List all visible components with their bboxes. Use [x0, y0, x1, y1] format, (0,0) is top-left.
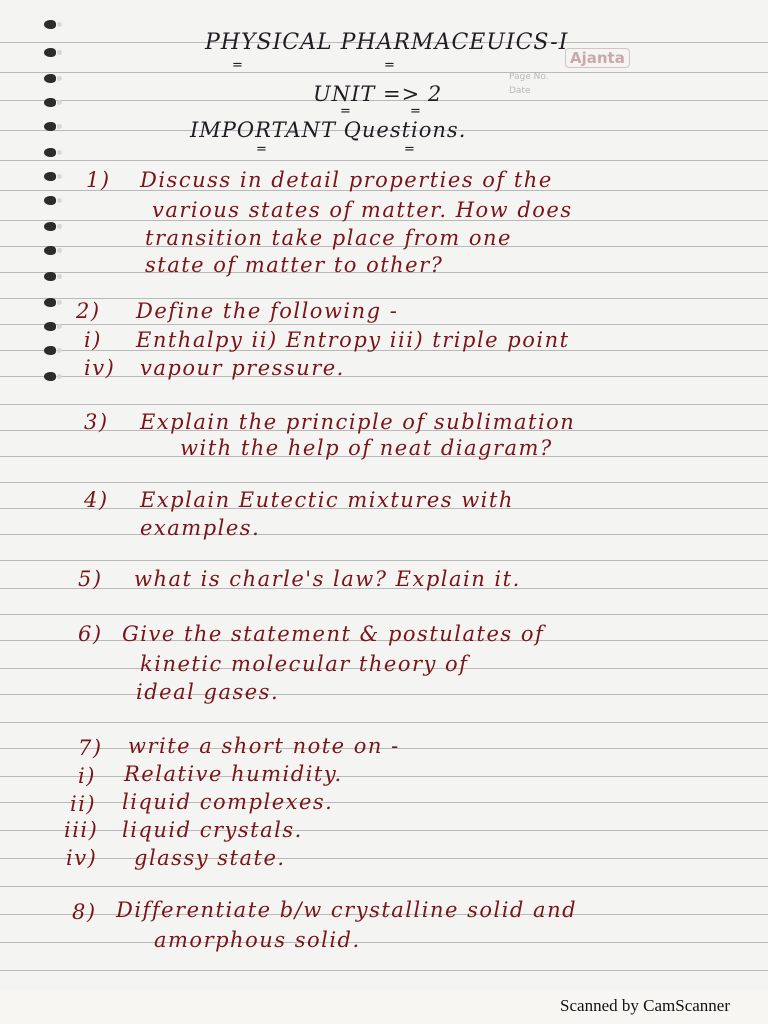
- question-number: 7): [78, 736, 103, 760]
- question-line: state of matter to other?: [145, 253, 444, 277]
- question-line: Explain the principle of sublimation: [140, 410, 576, 434]
- question-line: kinetic molecular theory of: [140, 652, 469, 676]
- ruled-line: [0, 858, 768, 859]
- question-line: ideal gases.: [136, 680, 280, 704]
- question-line: examples.: [140, 516, 261, 540]
- ruled-line: [0, 324, 768, 325]
- sub-marker: ii): [70, 792, 97, 816]
- ruled-line: [0, 482, 768, 483]
- unit-heading: UNIT => 2: [313, 82, 443, 106]
- double-underline-mark: =: [404, 142, 415, 157]
- sub-marker: i): [78, 764, 96, 788]
- ruled-line: [0, 722, 768, 723]
- question-line: liquid crystals.: [122, 818, 303, 842]
- question-line: Relative humidity.: [124, 762, 343, 786]
- question-line: liquid complexes.: [122, 790, 334, 814]
- question-number: 1): [86, 168, 111, 192]
- spiral-ring: [44, 122, 64, 133]
- spiral-ring: [44, 346, 64, 357]
- double-underline-mark: =: [410, 104, 421, 119]
- ruled-line: [0, 886, 768, 887]
- question-line: write a short note on -: [128, 734, 400, 758]
- spiral-ring: [44, 98, 64, 109]
- question-number: 2): [76, 299, 101, 323]
- question-line: amorphous solid.: [154, 928, 361, 952]
- ruled-line: [0, 534, 768, 535]
- sub-marker: iv): [66, 846, 98, 870]
- question-line: what is charle's law? Explain it.: [134, 567, 521, 591]
- spiral-ring: [44, 298, 64, 309]
- question-number: 5): [78, 567, 103, 591]
- page-title: PHYSICAL PHARMACEUICS-I: [205, 30, 569, 55]
- sub-marker: iv): [84, 356, 116, 380]
- double-underline-mark: =: [256, 142, 267, 157]
- ruled-line: [0, 802, 768, 803]
- double-underline-mark: =: [232, 58, 243, 73]
- spiral-ring: [44, 222, 64, 233]
- double-underline-mark: =: [384, 58, 395, 73]
- question-line: Explain Eutectic mixtures with: [140, 488, 514, 512]
- question-line: vapour pressure.: [140, 356, 345, 380]
- spiral-ring: [44, 322, 64, 333]
- spiral-ring: [44, 246, 64, 257]
- spiral-ring: [44, 20, 64, 31]
- spiral-ring: [44, 148, 64, 159]
- spiral-ring: [44, 172, 64, 183]
- question-line: Differentiate b/w crystalline solid and: [116, 898, 578, 922]
- ruled-line: [0, 776, 768, 777]
- stamp-brand: Ajanta: [565, 48, 630, 68]
- ruled-line: [0, 942, 768, 943]
- sub-marker: i): [84, 328, 102, 352]
- question-line: with the help of neat diagram?: [180, 436, 553, 460]
- spiral-ring: [44, 196, 64, 207]
- ruled-line: [0, 830, 768, 831]
- ruled-line: [0, 694, 768, 695]
- question-line: Discuss in detail properties of the: [140, 168, 553, 192]
- question-line: Enthalpy ii) Entropy iii) triple point: [136, 328, 570, 352]
- question-number: 8): [72, 900, 97, 924]
- question-number: 3): [84, 410, 109, 434]
- ruled-line: [0, 614, 768, 615]
- question-line: Define the following -: [136, 299, 399, 323]
- stamp-date-label: Date: [509, 86, 531, 96]
- question-number: 6): [78, 622, 103, 646]
- ruled-line: [0, 160, 768, 161]
- double-underline-mark: =: [340, 104, 351, 119]
- question-line: Give the statement & postulates of: [122, 622, 545, 646]
- question-line: transition take place from one: [145, 226, 512, 250]
- spiral-ring: [44, 272, 64, 283]
- question-line: various states of matter. How does: [152, 198, 573, 222]
- subtitle-heading: IMPORTANT Questions.: [190, 118, 467, 142]
- spiral-ring: [44, 48, 64, 59]
- notebook-stamp: [505, 48, 665, 100]
- stamp-page-no-label: Page No.: [509, 72, 549, 82]
- ruled-line: [0, 970, 768, 971]
- sub-marker: iii): [64, 818, 99, 842]
- spiral-ring: [44, 74, 64, 85]
- question-line: glassy state.: [134, 846, 286, 870]
- ruled-line: [0, 560, 768, 561]
- scanner-watermark: Scanned by CamScanner: [560, 996, 730, 1015]
- ruled-line: [0, 404, 768, 405]
- spiral-ring: [44, 372, 64, 383]
- question-number: 4): [84, 488, 109, 512]
